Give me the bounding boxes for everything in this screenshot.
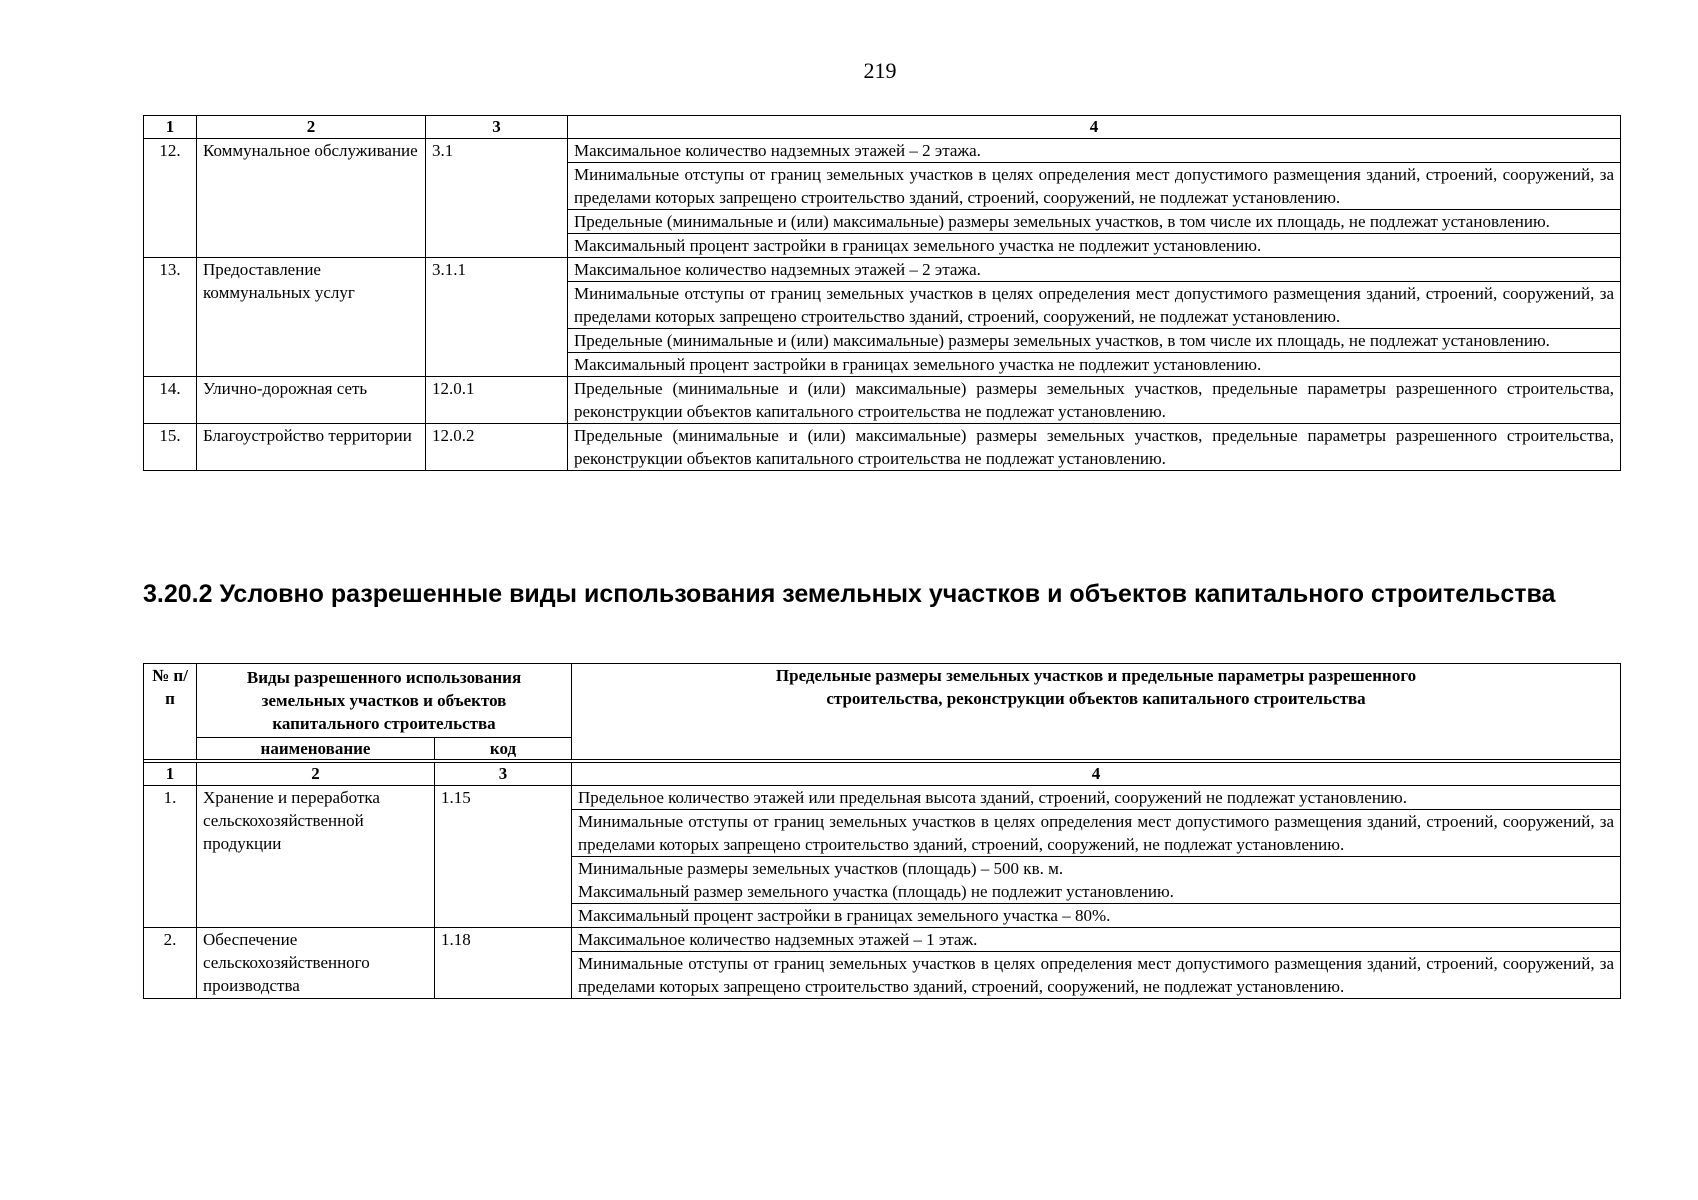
table-row — [144, 424, 1621, 471]
parameter-text: Максимальное количество надземных этажей – 2 этажа. — [568, 139, 1621, 163]
use-code: 3.1.1 — [426, 258, 568, 377]
parameter-text: Минимальные отступы от границ земельных участков в целях определения мест допустимого размещения зданий, строений, сооружений, за пределами которых запрещено строительство зданий, строений, сооружений, не подлежат установлению. — [568, 282, 1621, 329]
header-num: № п/п — [144, 664, 197, 760]
row-number: 13. — [144, 258, 197, 377]
use-name: Улично-дорожная сеть — [197, 377, 426, 424]
table-row — [144, 139, 1621, 163]
column-number-row — [144, 763, 1621, 786]
parameter-text: Минимальные размеры земельных участков (площадь) – 500 кв. м. Максимальный размер земельного участка (площадь) не подлежит установлению. — [572, 857, 1621, 904]
row-number: 2. — [144, 928, 197, 999]
parameter-text: Предельные (минимальные и (или) максимальные) размеры земельных участков, в том числе их площадь, не подлежат установлению. — [568, 329, 1621, 353]
parameter-text: Предельные (минимальные и (или) максимальные) размеры земельных участков, предельные параметры разрешенного строительства, реконструкции объектов капитального строительства не подлежат установлению. — [568, 377, 1621, 424]
use-code: 3.1 — [426, 139, 568, 258]
parameter-text: Минимальные отступы от границ земельных участков в целях определения мест допустимого размещения зданий, строений, сооружений, за пределами которых запрещено строительство зданий, строений, сооружений, не подлежат установлению. — [568, 163, 1621, 210]
parameter-text: Предельные (минимальные и (или) максимальные) размеры земельных участков, в том числе их площадь, не подлежат установлению. — [568, 210, 1621, 234]
table-row — [144, 377, 1621, 424]
parameter-text: Минимальные отступы от границ земельных участков в целях определения мест допустимого размещения зданий, строений, сооружений, за пределами которых запрещено строительство зданий, строений, сооружений, не подлежат установлению. — [572, 810, 1621, 857]
column-number: 1 — [144, 763, 197, 786]
column-number: 3 — [435, 763, 572, 786]
section-heading: 3.20.2 Условно разрешенные виды использования земельных участков и объектов капитального строительства — [143, 580, 1556, 608]
row-number: 14. — [144, 377, 197, 424]
column-number: 2 — [197, 763, 435, 786]
header-kinds: Виды разрешенного использования земельных участков и объектов капитального строительства — [197, 664, 572, 738]
parameter-text: Максимальное количество надземных этажей – 1 этаж. — [572, 928, 1621, 952]
permitted-uses-table-continued — [143, 115, 1621, 471]
column-number-row — [144, 116, 1621, 139]
column-number: 1 — [144, 116, 197, 139]
parameter-text: Максимальный процент застройки в границах земельного участка – 80%. — [572, 904, 1621, 928]
use-code: 12.0.2 — [426, 424, 568, 471]
column-number: 2 — [197, 116, 426, 139]
use-code: 1.15 — [435, 786, 572, 928]
parameter-text: Максимальный процент застройки в границах земельного участка не подлежит установлению. — [568, 234, 1621, 258]
header-code: код — [435, 738, 572, 760]
row-number: 1. — [144, 786, 197, 928]
column-number: 3 — [426, 116, 568, 139]
header-limits: Предельные размеры земельных участков и предельные параметры разрешенного строительства, реконструкции объектов капитального строительства — [572, 664, 1621, 760]
use-code: 1.18 — [435, 928, 572, 999]
column-number: 4 — [572, 763, 1621, 786]
parameter-text: Предельное количество этажей или предельная высота зданий, строений, сооружений не подлежат установлению. — [572, 786, 1621, 810]
use-name: Предоставление коммунальных услуг — [197, 258, 426, 377]
parameter-text: Максимальный процент застройки в границах земельного участка не подлежит установлению. — [568, 353, 1621, 377]
parameter-text: Максимальное количество надземных этажей – 2 этажа. — [568, 258, 1621, 282]
parameter-text: Предельные (минимальные и (или) максимальные) размеры земельных участков, предельные параметры разрешенного строительства, реконструкции объектов капитального строительства не подлежат установлению. — [568, 424, 1621, 471]
table-row — [144, 786, 1621, 810]
parameter-text: Минимальные отступы от границ земельных участков в целях определения мест допустимого размещения зданий, строений, сооружений, за пределами которых запрещено строительство зданий, строений, сооружений, не подлежат установлению. — [572, 952, 1621, 999]
page-number: 219 — [863, 58, 897, 83]
use-name: Хранение и переработка сельскохозяйственной продукции — [197, 786, 435, 928]
use-name: Обеспечение сельскохозяйственного производства — [197, 928, 435, 999]
table-row — [144, 258, 1621, 282]
use-name: Коммунальное обслуживание — [197, 139, 426, 258]
table-row — [144, 928, 1621, 952]
header-name: наименование — [197, 738, 435, 760]
row-number: 12. — [144, 139, 197, 258]
column-number: 4 — [568, 116, 1621, 139]
row-number: 15. — [144, 424, 197, 471]
use-code: 12.0.1 — [426, 377, 568, 424]
use-name: Благоустройство территории — [197, 424, 426, 471]
header-row — [144, 664, 1621, 738]
conditionally-permitted-uses-table — [143, 663, 1621, 999]
